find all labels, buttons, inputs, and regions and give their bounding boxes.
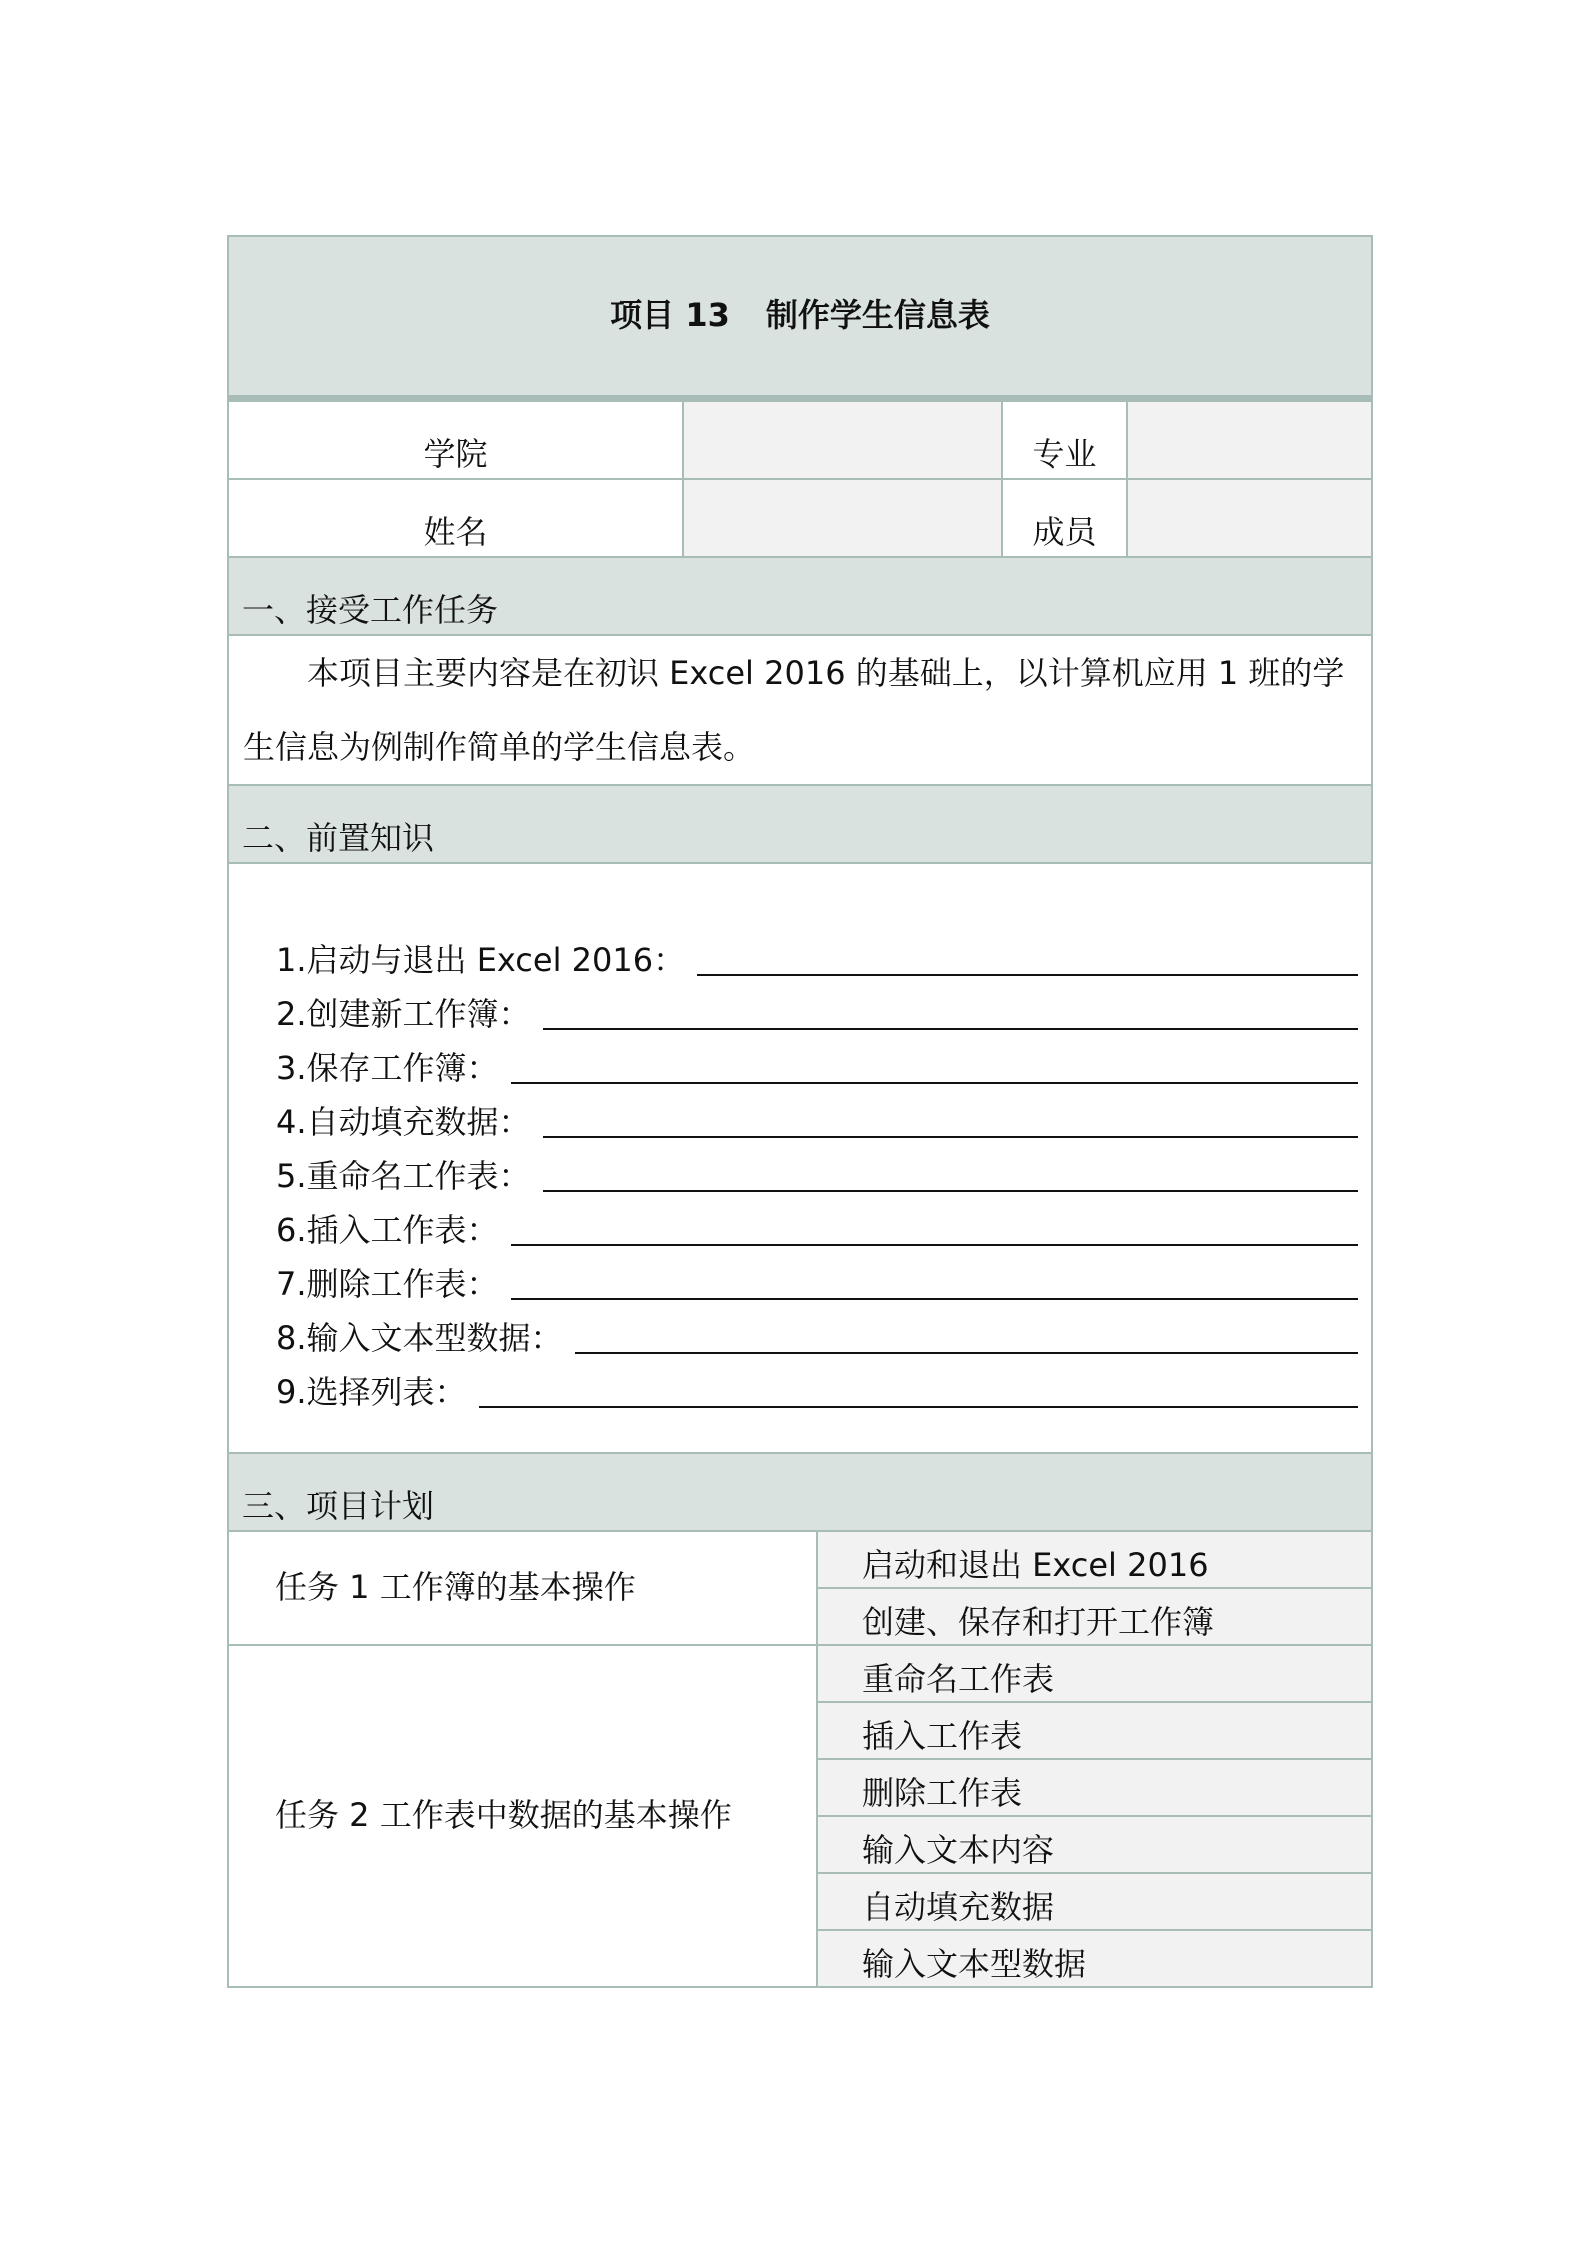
title-row xyxy=(228,236,1372,399)
knowledge-item-label: 3.保存工作簿： xyxy=(276,1049,499,1088)
section3-heading-row xyxy=(228,1453,1372,1531)
answer-line[interactable] xyxy=(543,1189,1359,1192)
plan-row xyxy=(228,1645,1372,1702)
knowledge-item-label: 7.删除工作表： xyxy=(276,1265,499,1304)
section2-heading: 二、前置知识 xyxy=(228,785,1372,863)
college-label: 学院 xyxy=(228,399,683,480)
section2-body-row xyxy=(228,863,1372,1453)
answer-line[interactable] xyxy=(511,1243,1359,1246)
members-label: 成员 xyxy=(1002,479,1127,557)
answer-line[interactable] xyxy=(697,973,1358,976)
knowledge-item xyxy=(276,1036,1358,1090)
page-title xyxy=(228,236,1372,399)
answer-line[interactable] xyxy=(479,1405,1359,1408)
subtask-item: 重命名工作表 xyxy=(817,1645,1372,1702)
plan-row xyxy=(228,1531,1372,1588)
major-field[interactable] xyxy=(1127,399,1372,480)
subtask-item: 输入文本型数据 xyxy=(817,1930,1372,1987)
knowledge-item xyxy=(276,928,1358,982)
answer-line[interactable] xyxy=(511,1297,1359,1300)
knowledge-item-label: 1.启动与退出 Excel 2016： xyxy=(276,941,686,980)
knowledge-item xyxy=(276,1360,1358,1414)
subtask-item: 自动填充数据 xyxy=(817,1873,1372,1930)
knowledge-item-label: 8.输入文本型数据： xyxy=(276,1319,563,1358)
knowledge-item xyxy=(276,1198,1358,1252)
answer-line[interactable] xyxy=(543,1135,1359,1138)
knowledge-item-label: 6.插入工作表： xyxy=(276,1211,499,1250)
members-field[interactable] xyxy=(1127,479,1372,557)
knowledge-item-label: 5.重命名工作表： xyxy=(276,1157,531,1196)
knowledge-item-label: 4.自动填充数据： xyxy=(276,1103,531,1142)
knowledge-item xyxy=(276,1090,1358,1144)
subtask-item: 输入文本内容 xyxy=(817,1816,1372,1873)
subtask-item: 插入工作表 xyxy=(817,1702,1372,1759)
knowledge-item xyxy=(276,982,1358,1036)
college-field[interactable] xyxy=(683,399,1002,480)
knowledge-item xyxy=(276,1252,1358,1306)
info-row-1 xyxy=(228,399,1372,480)
subtask-item: 删除工作表 xyxy=(817,1759,1372,1816)
name-field[interactable] xyxy=(683,479,1002,557)
subtask-item: 创建、保存和打开工作簿 xyxy=(817,1588,1372,1645)
section3-heading: 三、项目计划 xyxy=(228,1453,1372,1531)
project-name: 制作学生信息表 xyxy=(765,296,990,335)
knowledge-item xyxy=(276,1144,1358,1198)
section1-heading-row xyxy=(228,557,1372,635)
task-description: 本项目主要内容是在初识 Excel 2016 的基础上，以计算机应用 1 班的学生信息为例制作简单的学生信息表。 xyxy=(228,635,1372,785)
task-2-label: 任务 2 工作表中数据的基本操作 xyxy=(228,1645,817,1987)
knowledge-item-label: 9.选择列表： xyxy=(276,1373,467,1412)
task-1-label: 任务 1 工作簿的基本操作 xyxy=(228,1531,817,1645)
answer-line[interactable] xyxy=(575,1351,1359,1354)
answer-line[interactable] xyxy=(543,1027,1359,1030)
info-row-2 xyxy=(228,479,1372,557)
subtask-item: 启动和退出 Excel 2016 xyxy=(817,1531,1372,1588)
name-label: 姓名 xyxy=(228,479,683,557)
section2-heading-row xyxy=(228,785,1372,863)
project-number: 项目 13 xyxy=(610,296,730,335)
prior-knowledge-area xyxy=(228,863,1372,1453)
knowledge-item-label: 2.创建新工作簿： xyxy=(276,995,531,1034)
major-label: 专业 xyxy=(1002,399,1127,480)
project-worksheet-table xyxy=(227,235,1373,1988)
prior-knowledge-list xyxy=(276,928,1358,1414)
section1-body-row xyxy=(228,635,1372,785)
section1-heading: 一、接受工作任务 xyxy=(228,557,1372,635)
knowledge-item xyxy=(276,1306,1358,1360)
answer-line[interactable] xyxy=(511,1081,1359,1084)
